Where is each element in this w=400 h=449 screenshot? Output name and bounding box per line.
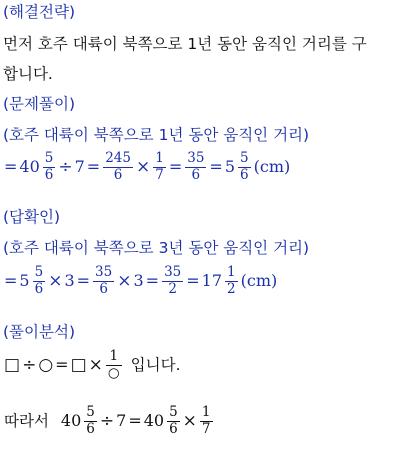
unit-label: (cm) <box>240 271 278 290</box>
divide-sign: ÷ <box>22 355 37 375</box>
multiply-sign: × <box>135 157 151 177</box>
solution-equation <box>3 152 291 182</box>
equals-sign: = <box>4 157 18 176</box>
fraction <box>93 266 114 296</box>
check-equation <box>3 266 278 296</box>
multiply-sign: × <box>182 411 197 431</box>
fraction <box>84 406 97 436</box>
rule-tail-text: 입니다. <box>130 356 181 374</box>
equals-sign: = <box>128 411 142 430</box>
multiply-sign: × <box>88 355 103 375</box>
denominator: 6 <box>240 166 249 183</box>
strategy-heading: (해결전략) <box>3 3 75 21</box>
whole-number: 7 <box>74 157 85 176</box>
equals-sign: = <box>145 271 160 290</box>
numerator: 5 <box>240 150 249 166</box>
fraction <box>43 152 56 182</box>
whole-number: 40 <box>143 411 165 430</box>
equals-sign: = <box>86 157 101 176</box>
numerator: 1 <box>155 150 164 166</box>
numerator: 5 <box>169 404 178 420</box>
denominator: 6 <box>191 166 201 183</box>
multiply-sign: × <box>48 271 63 291</box>
fraction <box>162 266 183 296</box>
circle-symbol: ○ <box>107 364 120 381</box>
whole-number: 3 <box>64 271 75 290</box>
multiply-sign: × <box>117 271 132 291</box>
circle-symbol: ○ <box>38 355 54 375</box>
fraction <box>167 406 180 436</box>
whole-number: 40 <box>60 411 82 430</box>
numerator: 35 <box>187 150 205 166</box>
numerator: 1 <box>201 404 211 420</box>
numerator: 5 <box>44 150 54 166</box>
equals-sign: = <box>76 271 91 290</box>
check-heading: (답확인) <box>3 208 61 226</box>
divide-sign: ÷ <box>99 411 115 431</box>
divide-sign: ÷ <box>58 157 73 177</box>
strategy-text-line2: 합니다. <box>3 65 53 83</box>
equals-sign: = <box>55 355 69 374</box>
whole-number: 17 <box>201 271 223 290</box>
conclusion-prefix: 따라서 <box>4 412 49 430</box>
fraction <box>200 406 213 436</box>
fraction <box>103 152 133 182</box>
whole-number: 3 <box>133 271 144 290</box>
numerator: 35 <box>95 264 113 280</box>
denominator: 7 <box>201 420 211 437</box>
whole-number: 5 <box>19 271 30 290</box>
denominator: 2 <box>168 280 177 297</box>
denominator: 6 <box>44 166 54 183</box>
whole-number: 40 <box>19 157 40 176</box>
equals-sign: = <box>168 157 183 176</box>
numerator: 1 <box>227 264 236 280</box>
whole-number: 7 <box>116 411 127 430</box>
conclusion-equation <box>3 406 215 436</box>
box-symbol: □ <box>70 355 87 375</box>
numerator: 35 <box>164 264 182 280</box>
numerator: 5 <box>86 404 95 420</box>
solution-caption: (호주 대륙이 북쪽으로 1년 동안 움직인 거리) <box>3 126 310 144</box>
equals-sign: = <box>4 271 18 290</box>
denominator: 6 <box>169 420 178 437</box>
fraction <box>225 266 238 296</box>
analysis-heading: (풀이분석) <box>3 323 75 341</box>
check-caption: (호주 대륙이 북쪽으로 3년 동안 움직인 거리) <box>3 239 310 257</box>
fraction <box>185 152 206 182</box>
fraction <box>153 152 166 182</box>
denominator: 6 <box>113 166 123 183</box>
fraction <box>33 266 46 296</box>
numerator: 245 <box>105 150 131 166</box>
solution-heading: (문제풀이) <box>3 95 75 113</box>
equals-sign: = <box>186 271 200 290</box>
fraction <box>106 350 122 380</box>
numerator: 5 <box>34 264 44 280</box>
denominator: 6 <box>34 280 44 297</box>
denominator: 6 <box>86 420 95 437</box>
rule-equation <box>3 350 182 380</box>
denominator: 6 <box>99 280 108 297</box>
unit-label: (cm) <box>253 157 291 176</box>
whole-number: 5 <box>224 157 236 176</box>
equals-sign: = <box>209 157 223 176</box>
denominator: 2 <box>227 280 236 297</box>
fraction <box>238 152 251 182</box>
numerator: 1 <box>109 348 119 364</box>
box-symbol: □ <box>4 355 21 375</box>
denominator: 7 <box>155 166 164 183</box>
strategy-text-line1: 먼저 호주 대륙이 북쪽으로 1년 동안 움직인 거리를 구 <box>3 35 367 53</box>
